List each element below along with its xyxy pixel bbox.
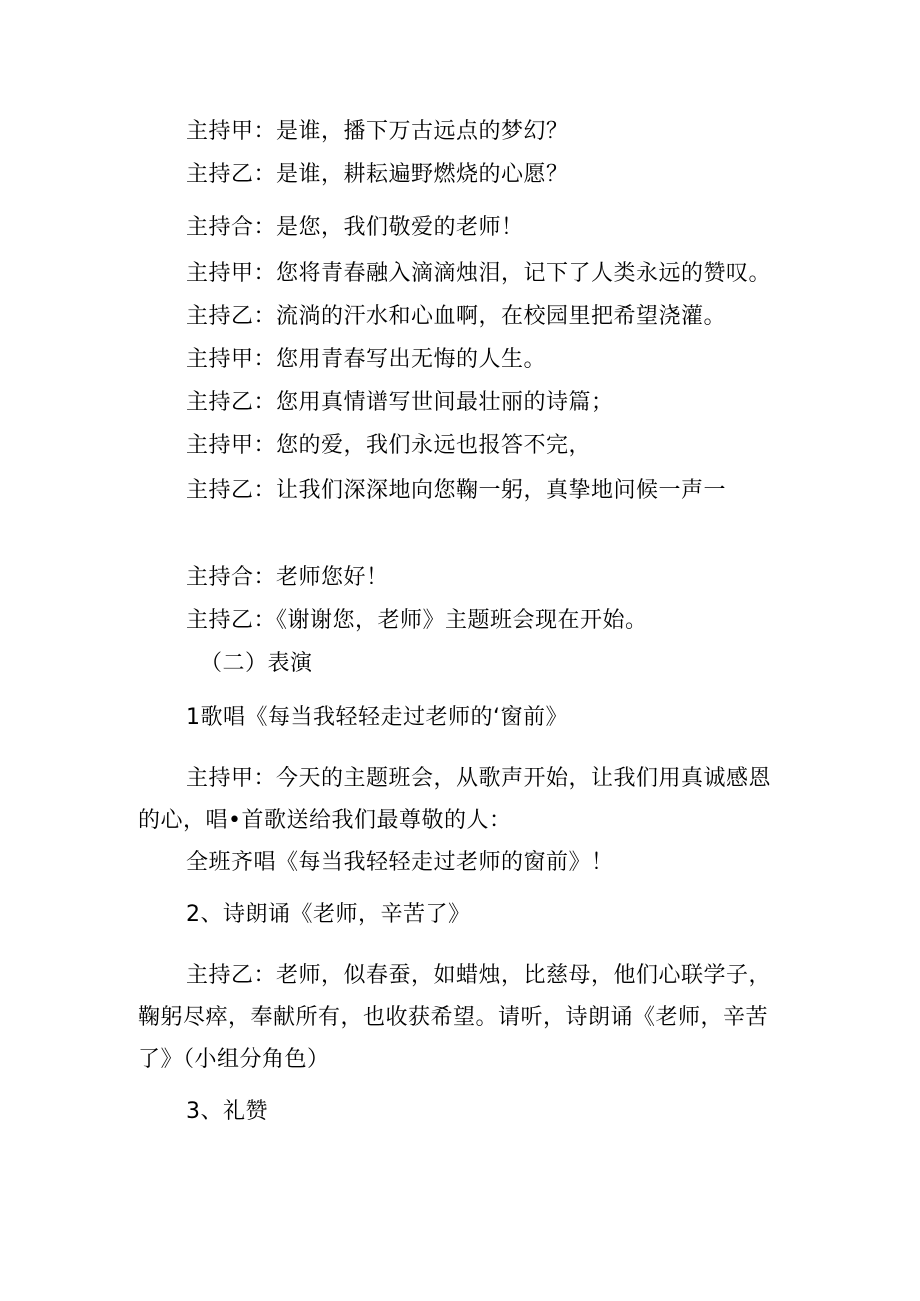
dialogue-line: 全班齐唱《每当我轻轻走过老师的窗前》！ [186,850,614,875]
dialogue-line-continued: 的心，唱•首歌送给我们最尊敬的人： [138,808,512,833]
dialogue-line: 主持乙：是谁，耕耘遍野燃烧的心愿？ [186,162,569,187]
dialogue-line: 主持甲：今天的主题班会，从歌声开始，让我们用真诚感恩 [186,766,772,791]
dialogue-line: 主持乙：流淌的汗水和心血啊，在校园里把希望浇灌。 [186,304,727,329]
section-heading: （二）表演 [200,651,313,676]
item-heading: 3、礼赞 [186,1099,268,1124]
dialogue-line: 主持乙：让我们深深地向您鞠一躬，真挚地问候一声一 [186,478,727,503]
dialogue-line: 主持合：是您，我们敬爱的老师！ [186,215,524,240]
dialogue-line: 主持乙：您用真情谱写世间最壮丽的诗篇； [186,390,614,415]
dialogue-line: 主持乙：老师，似春蚕，如蜡烛，比慈母，他们心联学子， [186,963,772,988]
dialogue-line: 主持甲：是谁，播下万古远点的梦幻？ [186,119,569,144]
dialogue-line-continued: 了》（小组分角色） [138,1047,330,1072]
dialogue-line: 主持合：老师您好！ [186,565,389,590]
dialogue-line-continued: 鞠躬尽瘁，奉献所有，也收获希望。请听，诗朗诵《老师，辛苦 [138,1005,769,1030]
dialogue-line: 主持乙：《谢谢您，老师》主题班会现在开始。 [186,608,648,633]
dialogue-line: 主持甲：您将青春融入滴滴烛泪，记下了人类永远的赞叹。 [186,261,772,286]
item-heading: 2、诗朗诵《老师，辛苦了》 [186,902,471,927]
dialogue-line: 主持甲：您用青春写出无悔的人生。 [186,347,547,372]
dialogue-line: 主持甲：您的爱，我们永远也报答不完， [186,433,592,458]
item-heading: 1歌唱《每当我轻轻走过老师的‘窗前》 [186,705,568,730]
